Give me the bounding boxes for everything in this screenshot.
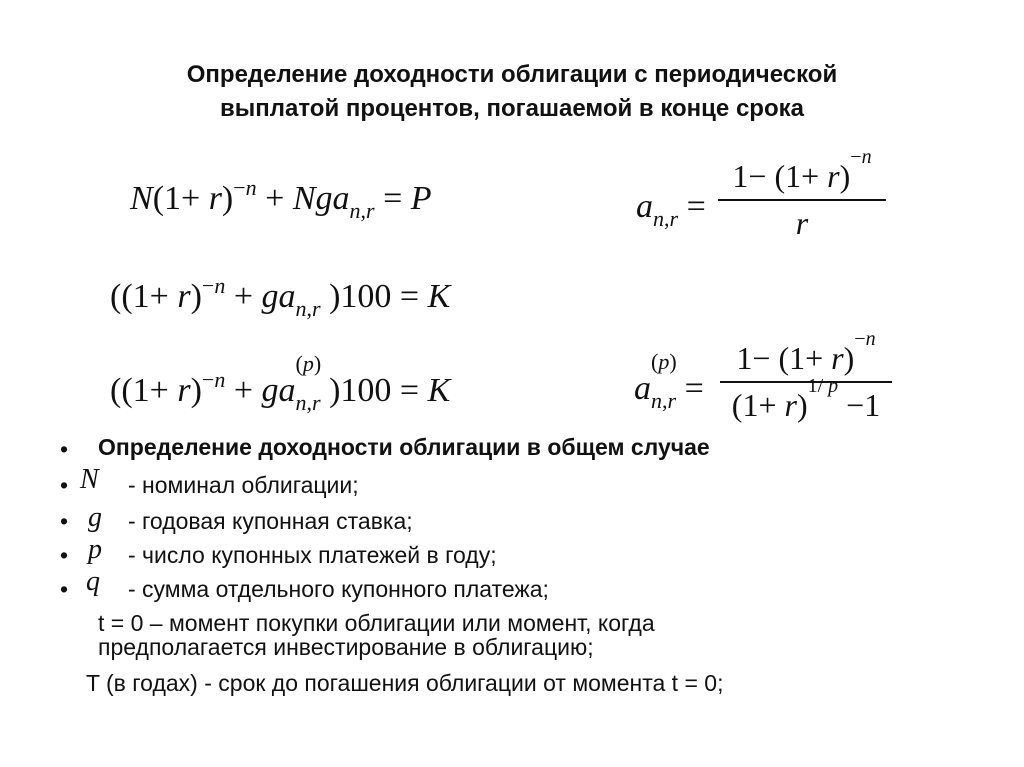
formula-periodic-annuity-lhs: a (p) n,r = xyxy=(634,349,704,413)
section-heading: Определение доходности облигации в общем случае xyxy=(98,434,710,460)
definition-N: - номинал облигации; xyxy=(128,472,359,498)
formula-periodic-annuity-fraction: $1- (1+ r)^{-n}$ $(1+ r)^{1/ p} -1$ xyxy=(720,340,892,424)
symbol-g: g xyxy=(88,502,102,533)
symbol-N: N xyxy=(80,464,99,495)
note-t0-line1: t = 0 – момент покупки облигации или момент, когда xyxy=(98,610,655,636)
slide-title-line1: Определение доходности облигации с периодической xyxy=(186,61,838,88)
bullet-heading-marker: • xyxy=(60,436,69,462)
definition-q: - сумма отдельного купонного платежа; xyxy=(128,576,549,602)
formula-annuity-fraction: $1- (1+ r)^{-n}$ r xyxy=(718,158,886,242)
bullet-marker: • xyxy=(60,472,69,498)
bullet-marker: • xyxy=(60,508,69,534)
bullet-marker: • xyxy=(60,576,69,602)
bullet-marker: • xyxy=(60,542,69,568)
symbol-p: p xyxy=(88,534,102,565)
symbol-q: q xyxy=(86,566,100,597)
note-maturity: T (в годах) - срок до погашения облигации от момента t = 0; xyxy=(86,670,724,696)
formula-price-percent: ($(1+ r)^{-n} + ga_{n,r}$ )100 = K xyxy=(110,273,451,321)
formula-annuity-lhs: $a_{n,r}$ = xyxy=(636,188,706,231)
slide-title-line2: выплатой процентов, погашаемой в конце срока xyxy=(220,95,804,122)
definition-g: - годовая купонная ставка; xyxy=(128,508,413,534)
definition-p: - число купонных платежей в году; xyxy=(128,542,497,568)
formula-price-equation: $N(1+ r)^{-n} + Nga_{n,r} = P$ xyxy=(130,175,432,223)
formula-price-percent-periodic: ($(1+ r)^{-n}$ + ga (p) n,r )100 = K xyxy=(110,351,451,415)
note-t0-line2: предполагается инвестирование в облигацию; xyxy=(98,634,594,660)
